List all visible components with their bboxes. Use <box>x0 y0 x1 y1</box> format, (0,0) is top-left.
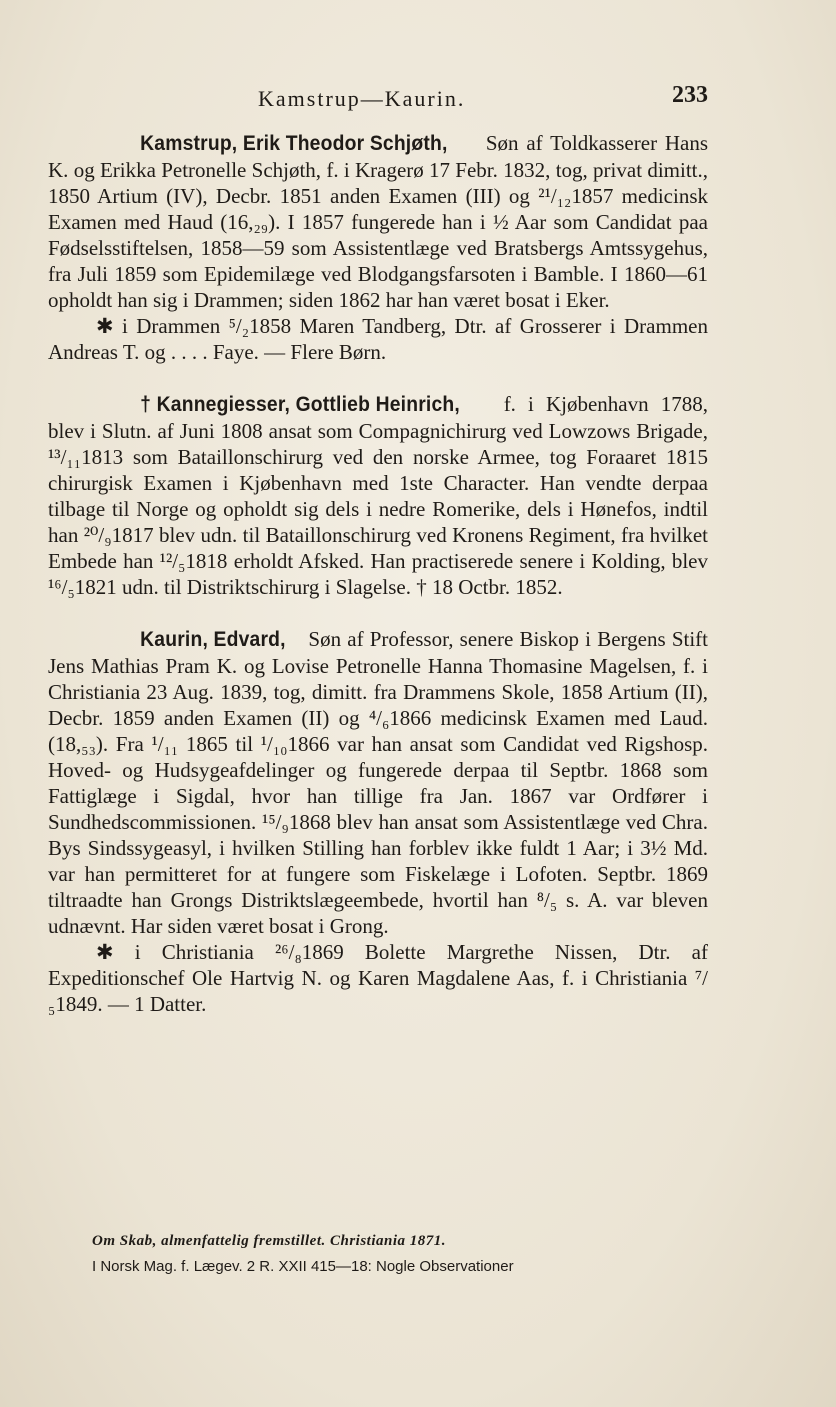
entry-text: Søn af Professor, senere Biskop i Bergens Stift Jens Mathias Pram K. og Lovise Petronelle Hanna Thomasine Magelsen, f. i Christiania 23 Aug. 1839, tog, dimitt. fra Drammens Skole, 1858 Artium (II), Decbr. 1859 anden Examen (II) og ⁴/₆1866 medicinsk Examen med Laud. (18,₅₃). Fra ¹/₁₁ 1865 til ¹/₁₀1866 var han ansat som Candidat ved Rigshosp. Hoved- og Hudsygeafdelinger og fungerede derpaa til Septbr. 1868 som Fattiglæge i Sigdal, hvor han tillige fra Jan. 1867 var Ordfører i Sundhedscommissionen. ¹⁵/₉1868 blev han ansat som Assistentlæge ved Chra. Bys Sindssygeasyl, i hvilken Stilling han forblev ikke fuldt 1 Aar; i 3½ Md. var han permitteret for at fungere som Fiskelæge i Lofoten. Septbr. 1869 tiltraadte han Grongs Distriktslægeembede, hvortil han ⁸/₅ s. A. var bleven udnævnt. Har siden været bosat i Grong. <box>48 627 708 938</box>
marriage-paragraph: ✱ i Drammen ⁵/₂1858 Maren Tandberg, Dtr. af Grosserer i Drammen Andreas T. og . . . . Faye. — Flere Børn. <box>48 314 708 364</box>
entry-kamstrup <box>48 130 708 365</box>
entry-kannegiesser <box>48 391 708 600</box>
bibliography-source: I Norsk Mag. f. Lægev. 2 R. XXII 415—18: Nogle Observationer <box>92 1258 514 1275</box>
body-text <box>48 130 708 1017</box>
bibliography <box>92 1228 712 1280</box>
marriage-paragraph: ✱ i Christiania ²⁶/₈1869 Bolette Margrethe Nissen, Dtr. af Expeditionschef Ole Hartvig N. og Karen Magdalene Aas, f. i Christiania ⁷/₅1849. — 1 Datter. <box>48 940 708 1016</box>
bibliography-imprint: Om Skab, almenfattelig fremstillet. Christiania 1871. <box>92 1233 447 1249</box>
entry-paragraph <box>48 130 708 313</box>
entry-paragraph <box>48 626 708 939</box>
entry-text: f. i Kjøbenhavn 1788, blev i Slutn. af Juni 1808 ansat som Compagnichirurg ved Lowzows Brigade, ¹³/₁₁1813 som Bataillonschirurg ved den norske Armee, tog Foraaret 1815 chirurgisk Examen i Kjøbenhavn med 1ste Character. Han vendte derpaa tilbage til Norge og opholdt sig dels i nedre Romerike, dels i Hønefos, indtil han ²⁰/₉1817 blev udn. til Bataillonschirurg ved Kronens Regiment, fra hvilket Embede han ¹²/₅1818 erholdt Afsked. Han practiserede senere i Kolding, blev ¹⁶/₅1821 udn. til Distriktschirurg i Slagelse. † 18 Octbr. 1852. <box>48 392 708 599</box>
entry-text: Søn af Toldkasserer Hans K. og Erikka Petronelle Schjøth, f. i Kragerø 17 Febr. 1832, tog, privat dimitt., 1850 Artium (IV), Decbr. 1851 anden Examen (III) og ²¹/₁₂1857 medicinsk Examen med Haud (16,₂₉). I 1857 fungerede han i ½ Aar som Candidat paa Fødselsstiftelsen, 1858—59 som Assistentlæge ved Bratsbergs Amtssygehus, fra Juli 1859 som Epidemilæge ved Blodgangsfarsoten i Bamble. I 1860—61 opholdt han sig i Drammen; siden 1862 har han været bosat i Eker. <box>48 131 709 312</box>
entry-name: Kaurin, Edvard, <box>140 628 286 651</box>
page-header <box>48 82 708 120</box>
entry-kaurin <box>48 626 708 1017</box>
entry-paragraph <box>48 391 708 600</box>
entry-name: † Kannegiesser, Gottlieb Heinrich, <box>140 393 460 416</box>
entry-name: Kamstrup, Erik Theodor Schjøth, <box>140 132 448 155</box>
running-title: Kamstrup—Kaurin. <box>258 86 466 111</box>
page-number: 233 <box>672 82 708 108</box>
